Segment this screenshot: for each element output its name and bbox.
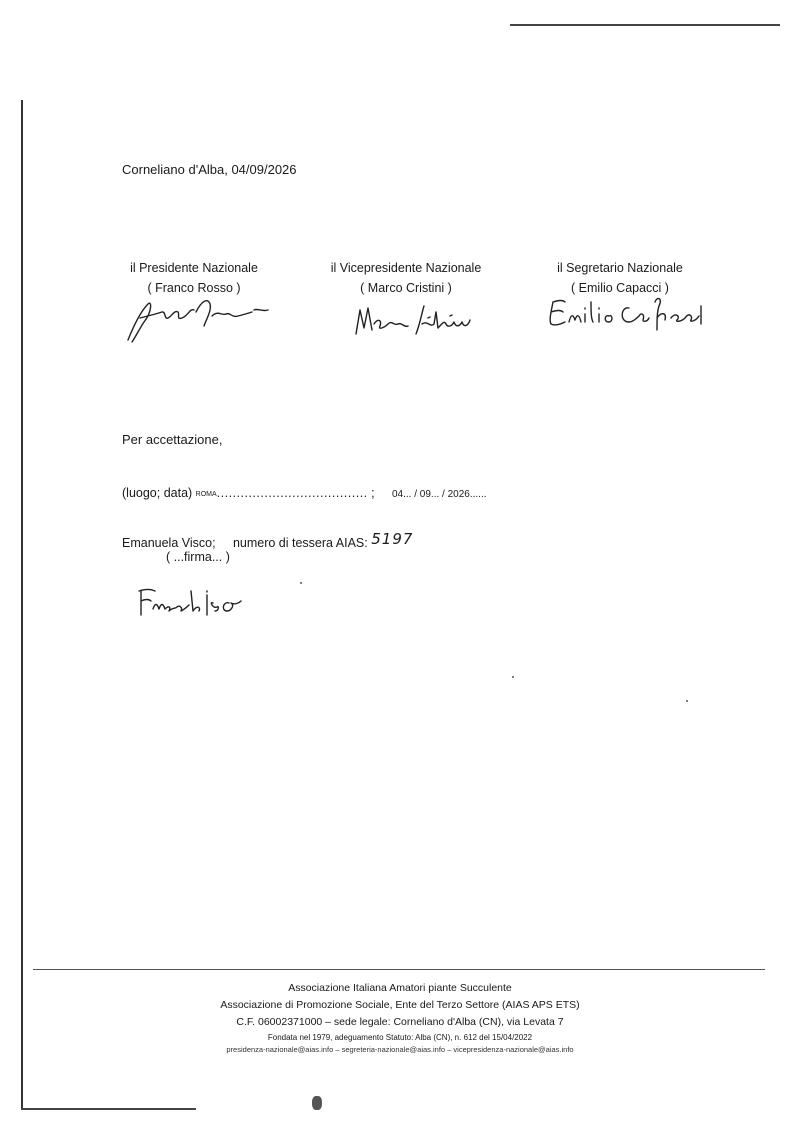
footer-org-name: Associazione Italiana Amatori piante Succulente: [288, 982, 512, 994]
signatory-role: il Segretario Nazionale: [557, 261, 683, 275]
signature-president: [118, 290, 278, 350]
signature-vice-president: [350, 298, 480, 343]
scan-speck: [312, 1096, 322, 1110]
footer-emails: presidenza-nazionale@aias.info – segreteria-nazionale@aias.info – vicepresidenza-nazionale@aias.info: [226, 1045, 574, 1054]
signature-secretary: [545, 292, 715, 337]
member-row: [122, 530, 413, 550]
signatory-role: il Vicepresidente Nazionale: [330, 261, 482, 275]
signatory-role: il Presidente Nazionale: [130, 261, 258, 275]
scan-speck: [300, 582, 302, 584]
acceptance-title: Per accettazione,: [122, 432, 223, 447]
scan-edge-left: [21, 100, 23, 1110]
place-separator: ;: [371, 486, 375, 500]
signatory-vice-president: [316, 258, 496, 298]
scan-speck: [512, 676, 514, 678]
place-date: Corneliano d'Alba, 04/09/2026: [122, 162, 297, 177]
footer: [0, 980, 800, 1056]
place-dots: ......................................: [216, 486, 368, 500]
signatory-name: ( Marco Cristini ): [360, 281, 452, 295]
footer-divider: [33, 969, 765, 970]
signature-member: [135, 585, 245, 620]
signature-label: ( ...firma... ): [166, 550, 230, 564]
footer-fiscal-address: C.F. 06002371000 – sede legale: Corneliano d'Alba (CN), via Levata 7: [236, 1016, 564, 1028]
scan-speck: [686, 700, 688, 702]
member-number-value: 5197: [371, 530, 414, 548]
signatory-name: ( Emilio Capacci ): [571, 281, 669, 295]
place-label: (luogo; data): [122, 486, 193, 500]
signatory-name: ( Franco Rosso ): [147, 281, 241, 295]
footer-org-type: Associazione di Promozione Sociale, Ente del Terzo Settore (AIAS APS ETS): [220, 999, 580, 1011]
place-date-row: [122, 486, 487, 500]
place-value: ROMA: [195, 491, 217, 498]
scan-edge-bottom: [21, 1108, 196, 1110]
member-name: Emanuela Visco;: [122, 536, 216, 550]
acceptance-date: 04... / 09... / 2026......: [392, 489, 487, 500]
member-number-label: numero di tessera AIAS:: [232, 536, 368, 550]
scan-edge-top: [510, 24, 780, 26]
footer-founding: Fondata nel 1979, adeguamento Statuto: Alba (CN), n. 612 del 15/04/2022: [267, 1033, 533, 1042]
